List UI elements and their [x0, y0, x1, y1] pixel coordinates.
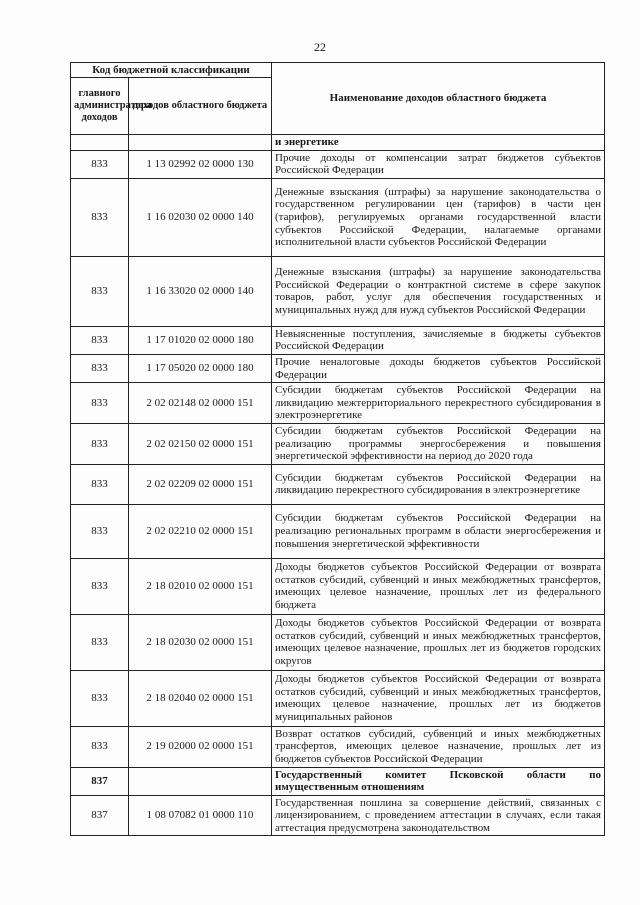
- income-code-cell: 2 02 02148 02 0000 151: [129, 383, 272, 424]
- continuation-row: [71, 135, 605, 151]
- name-column-header: Наименование доходов областного бюджета: [272, 63, 605, 135]
- income-name-cell: Денежные взыскания (штрафы) за нарушение законодательства Российской Федерации о контрактной системе в сфере закупок товаров, работ, услуг для обеспечения государственных и муниципальных нужд для нужд субъектов Российской Федерации: [272, 256, 605, 326]
- income-name-cell: Доходы бюджетов субъектов Российской Федерации от возврата остатков субсидий, субвенций и иных межбюджетных трансфертов, имеющих целевое назначение, прошлых лет из бюджетов городских округов: [272, 614, 605, 670]
- table-row: [71, 423, 605, 464]
- table-row: [71, 504, 605, 558]
- income-code-cell: 1 17 05020 02 0000 180: [129, 354, 272, 382]
- admin-code-cell: 833: [71, 504, 129, 558]
- income-code-cell: 2 18 02030 02 0000 151: [129, 614, 272, 670]
- income-code-cell: 1 13 02992 02 0000 130: [129, 150, 272, 178]
- admin-code-cell: 833: [71, 670, 129, 726]
- table-row: [71, 256, 605, 326]
- admin-column-header: главного администратора доходов: [71, 78, 129, 135]
- admin-code-cell: 833: [71, 256, 129, 326]
- table-row: [71, 326, 605, 354]
- code-group-header: Код бюджетной классификации: [71, 63, 272, 78]
- table-row: [71, 464, 605, 504]
- admin-code-cell: 833: [71, 614, 129, 670]
- income-code-cell: 2 19 02000 02 0000 151: [129, 726, 272, 767]
- income-name-cell: Невыясненные поступления, зачисляемые в бюджеты субъектов Российской Федерации: [272, 326, 605, 354]
- income-name-cell: Субсидии бюджетам субъектов Российской Федерации на ликвидацию перекрестного субсидирования в электроэнергетике: [272, 464, 605, 504]
- continuation-text: и энергетике: [272, 135, 605, 151]
- page-number: 22: [314, 40, 326, 54]
- income-code-cell: 1 17 01020 02 0000 180: [129, 326, 272, 354]
- income-name-cell: Субсидии бюджетам субъектов Российской Федерации на ликвидацию межтерриториального перекрестного субсидирования в электроэнергетике: [272, 383, 605, 424]
- admin-code-cell: 837: [71, 767, 129, 795]
- income-column-header: доходов областного бюджета: [129, 78, 272, 135]
- table-row: [71, 795, 605, 836]
- admin-code-cell: 833: [71, 464, 129, 504]
- income-code-cell: 1 08 07082 01 0000 110: [129, 795, 272, 836]
- admin-code-cell: 833: [71, 423, 129, 464]
- table-row: [71, 354, 605, 382]
- income-code-cell: 1 16 02030 02 0000 140: [129, 178, 272, 256]
- income-name-cell: Субсидии бюджетам субъектов Российской Федерации на реализацию региональных программ в области энергосбережения и повышения энергетической эффективности: [272, 504, 605, 558]
- income-code-cell: 2 18 02040 02 0000 151: [129, 670, 272, 726]
- table-row: [71, 178, 605, 256]
- income-name-cell: Прочие неналоговые доходы бюджетов субъектов Российской Федерации: [272, 354, 605, 382]
- admin-code-cell: 833: [71, 178, 129, 256]
- admin-code-cell: 833: [71, 383, 129, 424]
- admin-code-cell: 833: [71, 558, 129, 614]
- income-name-cell: Доходы бюджетов субъектов Российской Федерации от возврата остатков субсидий, субвенций и иных межбюджетных трансфертов, имеющих целевое назначение, прошлых лет из федерального бюджета: [272, 558, 605, 614]
- table-row: [71, 558, 605, 614]
- income-code-cell: 1 16 33020 02 0000 140: [129, 256, 272, 326]
- admin-code-cell: 833: [71, 726, 129, 767]
- budget-classification-table: [70, 62, 605, 836]
- admin-code-cell: 837: [71, 795, 129, 836]
- table-row: [71, 150, 605, 178]
- income-code-cell: 2 02 02150 02 0000 151: [129, 423, 272, 464]
- income-code-cell: 2 18 02010 02 0000 151: [129, 558, 272, 614]
- table-row: [71, 383, 605, 424]
- income-code-cell: 2 02 02210 02 0000 151: [129, 504, 272, 558]
- table-row: [71, 767, 605, 795]
- admin-code-cell: 833: [71, 354, 129, 382]
- income-code-cell: [129, 767, 272, 795]
- table-row: [71, 726, 605, 767]
- income-name-cell: Субсидии бюджетам субъектов Российской Федерации на реализацию программы энергосбережения и повышения энергетической эффективности на период до 2020 года: [272, 423, 605, 464]
- income-name-cell: Денежные взыскания (штрафы) за нарушение законодательства о государственном регулировании цен (тарифов) в части цен (тарифов), регулируемых органами государственной власти субъектов Российской Федерации, налагаемые органами исполнительной власти субъектов Российской Федерации: [272, 178, 605, 256]
- income-name-cell: Возврат остатков субсидий, субвенций и иных межбюджетных трансфертов, имеющих целевое назначение, прошлых лет из бюджетов субъектов Российской Федерации: [272, 726, 605, 767]
- admin-code-cell: 833: [71, 150, 129, 178]
- table-row: [71, 670, 605, 726]
- income-name-cell: Доходы бюджетов субъектов Российской Федерации от возврата остатков субсидий, субвенций и иных межбюджетных трансфертов, имеющих целевое назначение, прошлых лет из бюджетов муниципальных районов: [272, 670, 605, 726]
- income-name-cell: Государственная пошлина за совершение действий, связанных с лицензированием, с проведением аттестации в случаях, если такая аттестация предусмотрена законодательством: [272, 795, 605, 836]
- admin-code-cell: 833: [71, 326, 129, 354]
- income-code-cell: 2 02 02209 02 0000 151: [129, 464, 272, 504]
- income-name-cell: Государственный комитет Псковской области по имущественным отношениям: [272, 767, 605, 795]
- income-name-cell: Прочие доходы от компенсации затрат бюджетов субъектов Российской Федерации: [272, 150, 605, 178]
- table-row: [71, 614, 605, 670]
